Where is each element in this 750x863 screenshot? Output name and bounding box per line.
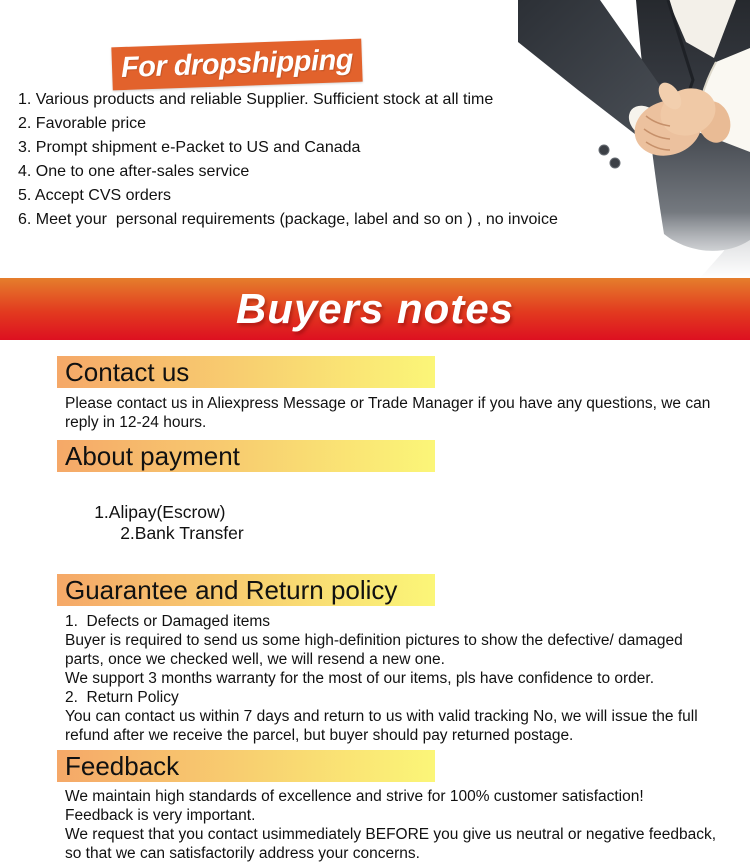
payment-method-bank-transfer: 2.Bank Transfer	[120, 523, 244, 543]
policy-paragraph: We support 3 months warranty for the most of our items, pls have confidence to order.	[65, 670, 654, 687]
feedback-paragraph: We request that you contact usimmediately BEFORE you give us neutral or negative feedback, so that we can satisfactorily address your concerns.	[65, 826, 721, 862]
policy-paragraph: 2. Return Policy	[65, 689, 179, 706]
list-item: 1. Various products and reliable Supplier. Sufficient stock at all time	[18, 91, 494, 108]
policy-paragraph: 1. Defects or Damaged items	[65, 613, 271, 630]
list-item: 6. Meet your personal requirements (package, label and so on ) , no invoice	[18, 211, 558, 228]
feedback-body	[65, 787, 720, 863]
feedback-paragraph: We maintain high standards of excellence and strive for 100% customer satisfaction!	[65, 788, 644, 805]
contact-us-body: Please contact us in Aliexpress Message or Trade Manager if you have any questions, we can reply in 12-24 hours.	[65, 395, 715, 431]
contact-us-header: Contact us	[57, 356, 435, 388]
list-item: 4. One to one after-sales service	[18, 163, 250, 180]
buyers-notes-banner	[0, 278, 750, 340]
feedback-header: Feedback	[57, 750, 435, 782]
dropshipping-benefits-list	[18, 88, 558, 232]
list-item: 3. Prompt shipment e-Packet to US and Canada	[18, 139, 361, 156]
guarantee-return-policy-body	[65, 612, 720, 745]
notes-content	[0, 356, 750, 863]
feedback-paragraph: Feedback is very important.	[65, 807, 256, 824]
guarantee-return-policy-header: Guarantee and Return policy	[57, 574, 435, 606]
buyers-notes-label: Buyers notes	[235, 285, 515, 332]
policy-paragraph: Buyer is required to send us some high-definition pictures to show the defective/ damaged parts, once we checked well, we will resend a new one.	[65, 632, 688, 668]
dropshipping-banner-label: For dropshipping	[120, 43, 354, 85]
list-item: 5. Accept CVS orders	[18, 187, 171, 204]
about-payment-header: About payment	[57, 440, 435, 472]
policy-paragraph: You can contact us within 7 days and return to us with valid tracking No, we will issue the full refund after we receive the parcel, but buyer should pay returned postage.	[65, 708, 702, 744]
dropshipping-hero	[0, 0, 750, 278]
payment-method-alipay: 1.Alipay(Escrow)	[94, 502, 226, 522]
dropshipping-banner	[111, 39, 362, 91]
payment-methods	[65, 481, 750, 565]
list-item: 2. Favorable price	[18, 115, 147, 132]
